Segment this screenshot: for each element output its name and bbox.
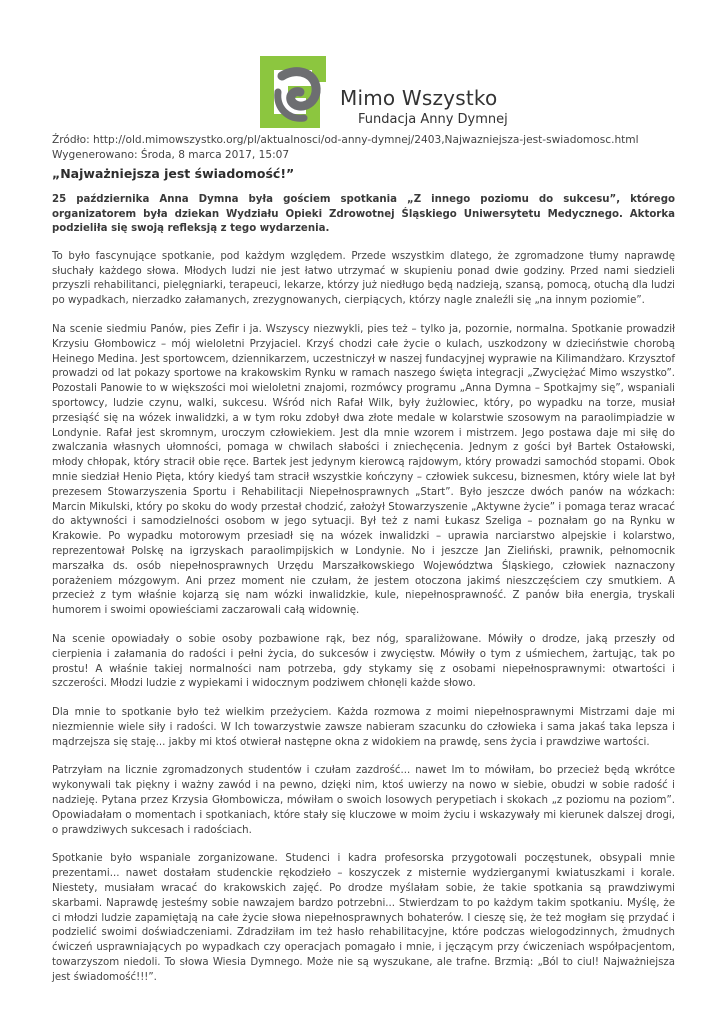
generated-date: Wygenerowano: Środa, 8 marca 2017, 15:07	[52, 149, 290, 161]
article-paragraph: Na scenie siedmiu Panów, pies Zefir i ja. Wszyscy niezwykli, pies też – tylko ja, pozornie, normalna. Spotkanie prowadził Krzysiu Głombowicz – mój wieloletni Przyjaciel. Krzyś chodzi całe życie o kulach, uszkodzony w dzieciństwie chorobą Heinego Medina. Jest sportowcem, dziennikarzem, uczestniczył w naszej fundacyjnej wyprawie na Kilimandżaro. Krzysztof prowadzi od lat pokazy sportowe na krakowskim Rynku w ramach naszego święta integracji „Zwyciężać Mimo wszystko”. Pozostali Panowie to w większości moi wieloletni znajomi, rozmówcy programu „Anna Dymna – Spotkajmy się”, wspaniali sportowcy, ludzie czynu, walki, sukcesu. Wśród nich Rafał Wilk, były żużlowiec, który, po wypadku na torze, musiał przesiąść się na wózek inwalidzki, a w tym roku zdobył dwa złote medale w kolarstwie szosowym na paraolimpiadzie w Londynie. Rafał jest skromnym, uroczym człowiekiem. Jest dla mnie wzorem i mistrzem. Jego postawa daje mi siłę do zwalczania własnych ułomności, pomaga w chwilach słabości i zniechęcenia. Jednym z gości był Bartek Ostałowski, młody chłopak, który stracił obie ręce. Bartek jest jedynym kierowcą rajdowym, który prowadzi samochód stopami. Obok mnie siedział Henio Pięta, który kiedyś tam stracił wszystkie kończyny – człowiek sukcesu, biznesmen, który wiele lat był prezesem Stowarzyszenia Sportu i Rehabilitacji Niepełnosprawnych „Start”. Było jeszcze dwóch panów na wózkach: Marcin Mikulski, który po skoku do wody przestał chodzić, założył Stowarzyszenie „Aktywne życie” i pomaga teraz wracać do aktywności i samodzielności osobom w jego sytuacji. Był też z nami Łukasz Szeliga – poznałam go na Rynku w Krakowie. Po wypadku motorowym przesiadł się na wózek inwalidzki – uprawia narciarstwo alpejskie i kolarstwo, reprezentował Polskę na igrzyskach paraolimpijskich w Londynie. No i jeszcze Jan Zieliński, prawnik, pełnomocnik marszałka ds. osób niepełnosprawnych Urzędu Marszałkowskiego Województwa Śląskiego, człowiek naznaczony porażeniem mózgowym. Ani przez moment nie czułam, że jestem otoczona jakimś nieszczęściem czy smutkiem. A przecież z tym właśnie kojarzą się nam wózki inwalidzkie, kule, niepełnosprawność. Z panów biła energia, tryskali humorem i swoimi opowieściami zaczarowali całą widownię.	[52, 323, 675, 617]
logo-title: Mimo Wszystko	[340, 86, 498, 110]
article-lead: 25 października Anna Dymna była gościem spotkania „Z innego poziomu do sukcesu”, którego organizatorem była dziekan Wydziału Opieki Zdrowotnej Śląskiego Uniwersytetu Medycznego. Aktorka podzieliła się swoją refleksją z tego wydarzenia.	[52, 194, 675, 235]
article-paragraph: Dla mnie to spotkanie było też wielkim przeżyciem. Każda rozmowa z moimi niepełnosprawnymi Mistrzami daje mi niezmiennie wiele siły i radości. W Ich towarzystwie zawsze nabieram szacunku do człowieka i sama jakaś taka lepsza i mądrzejsza się staję... jakby mi ktoś otwierał następne okna z widokiem na prawdę, sens życia i prawdziwe wartości.	[52, 707, 675, 748]
foundation-logo	[254, 52, 508, 132]
article-title: „Najważniejsza jest świadomość!”	[52, 166, 295, 181]
article-paragraph: Patrzyłam na licznie zgromadzonych studentów i czułam zazdrość... nawet Im to mówiłam, bo przecież będą wkrótce wykonywali tak piękny i ważny zawód i na pewno, dzięki nim, ktoś uwierzy na nowo w siebie, obudzi w sobie radość i nadzieję. Pytana przez Krzysia Głombowicza, mówiłam o swoich losowych perypetiach i skokach „z poziomu na poziom”. Opowiadałam o momentach i spotkaniach, które stały się kluczowe w moim życiu i wskazywały mi kierunek dalszej drogi, o prawdziwych sukcesach i radościach.	[52, 765, 675, 836]
article-paragraph: To było fascynujące spotkanie, pod każdym względem. Przede wszystkim dlatego, że zgromadzone tłumy naprawdę słuchały każdego słowa. Młodych ludzi nie jest łatwo utrzymać w skupieniu ponad dwie godziny. Przed nami siedzieli przyszli rehabilitanci, pielęgniarki, terapeuci, lekarze, którzy już niedługo będą nadzieją, szansą, pomocą, otuchą dla ludzi po wypadkach, nierzadko załamanych, zrezygnowanych, cierpiących, którzy nagle znaleźli się „na innym poziomie”.	[52, 250, 675, 307]
logo-subtitle: Fundacja Anny Dymnej	[358, 112, 508, 127]
document-meta	[52, 133, 682, 163]
article-paragraph: Na scenie opowiadały o sobie osoby pozbawione rąk, bez nóg, sparaliżowane. Mówiły o drodze, jaką przeszły od cierpienia i załamania do radości i pełni życia, do sukcesów i zwycięstw. Mówiły o tym z uśmiechem, żartując, tak po prostu! A właśnie takiej normalności nam potrzeba, gdy stykamy się z osobami niepełnosprawnymi: otwartości i szczerości. Młodzi ludzie z wypiekami i widocznym podziwem chłonęli każde słowo.	[52, 633, 675, 690]
foundation-logo-mark-icon	[254, 52, 334, 132]
source-url[interactable]: Źródło: http://old.mimowszystko.org/pl/aktualnosci/od-anny-dymnej/2403,Najwazniejsza-jest-swiadomosc.html	[52, 134, 639, 146]
article-paragraph: Spotkanie było wspaniale zorganizowane. Studenci i kadra profesorska przygotowali poczęstunek, obsypali mnie prezentami... nawet dostałam studenckie rękodzieło – koszyczek z misternie wydzierganymi kwiatuszkami i korale. Niestety, musiałam wracać do krakowskich zajęć. Po drodze myślałam sobie, że takie spotkania są prawdziwymi skarbami. Naprawdę jesteśmy sobie nawzajem bardzo potrzebni... Stwierdzam to po każdym takim spotkaniu. Myślę, że ci młodzi ludzie zapamiętają na całe życie słowa niepełnosprawnych bohaterów. I cieszę się, że też mogłam się przydać i podzielić swoimi doświadczeniami. Zdradziłam im też hasło rehabilitacyjne, które podczas wielogodzinnych, żmudnych ćwiczeń usprawniających po wypadkach czy operacjach pomagało i mnie, i jęczącym przy ćwiczeniach współpacjentom, towarzyszom niedoli. To słowa Wiesia Dymnego. Może nie są wyszukane, ale trafne. Brzmią: „Ból to ciul! Najważniejsza jest świadomość!!!”.	[52, 853, 675, 983]
article-body	[52, 193, 675, 1000]
